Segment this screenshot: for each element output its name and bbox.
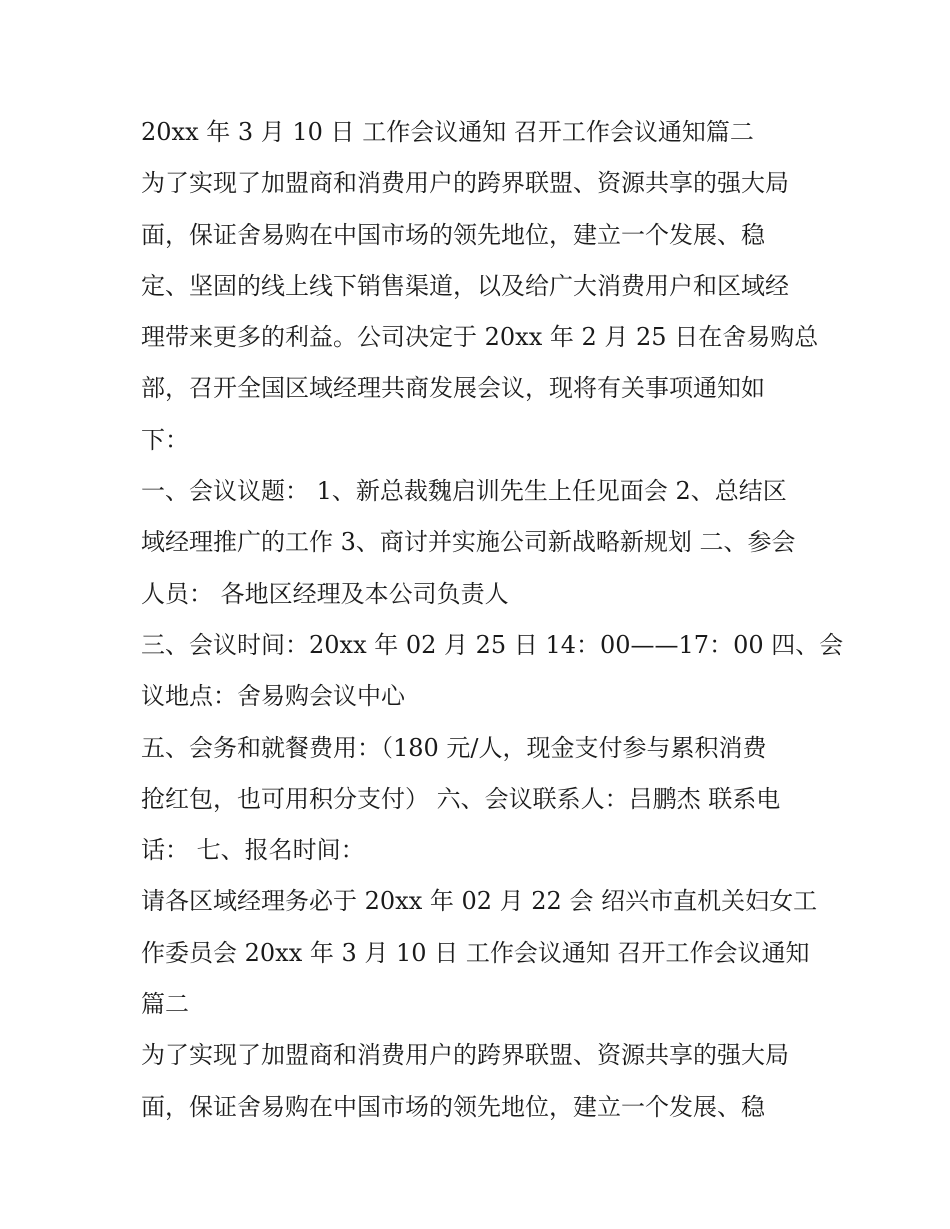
text-line: 话： 七、报名时间：: [141, 836, 365, 865]
text-line: 20xx 年 3 月 10 日 工作会议通知 召开工作会议通知篇二: [141, 118, 754, 146]
text-line: 议地点：舍易购会议中心: [141, 682, 405, 711]
text-line: 面，保证舍易购在中国市场的领先地位，建立一个发展、稳: [141, 1092, 765, 1121]
text-line: 理带来更多的利益。公司决定于 20xx 年 2 月 25 日在舍易购总: [141, 323, 819, 352]
text-line: 篇二: [141, 990, 189, 1019]
text-line: 为了实现了加盟商和消费用户的跨界联盟、资源共享的强大局: [141, 1041, 789, 1070]
text-line: 人员： 各地区经理及本公司负责人: [141, 579, 509, 608]
text-line: 域经理推广的工作 3、商讨并实施公司新战略新规划 二、参会: [141, 528, 796, 557]
text-line: 部，召开全国区域经理共商发展会议，现将有关事项通知如: [141, 374, 765, 403]
text-line: 为了实现了加盟商和消费用户的跨界联盟、资源共享的强大局: [141, 169, 789, 198]
text-line: 五、会务和就餐费用：（180 元/人，现金支付参与累积消费: [141, 733, 767, 762]
text-line: 一、会议议题： 1、新总裁魏启训先生上任见面会 2、总结区: [141, 477, 787, 506]
text-line: 作委员会 20xx 年 3 月 10 日 工作会议通知 召开工作会议通知: [141, 938, 810, 967]
text-line: 三、会议时间：20xx 年 02 月 25 日 14：00——17：00 四、会: [141, 630, 844, 659]
text-line: 下：: [141, 425, 189, 454]
document-body: [141, 107, 844, 1133]
text-line: 定、坚固的线上线下销售渠道，以及给广大消费用户和区域经: [141, 271, 789, 300]
text-line: 面，保证舍易购在中国市场的领先地位，建立一个发展、稳: [141, 220, 765, 249]
text-line: 请各区域经理务必于 20xx 年 02 月 22 会 绍兴市直机关妇女工: [141, 887, 818, 916]
text-line: 抢红包，也可用积分支付） 六、会议联系人：吕鹏杰 联系电: [141, 784, 781, 813]
